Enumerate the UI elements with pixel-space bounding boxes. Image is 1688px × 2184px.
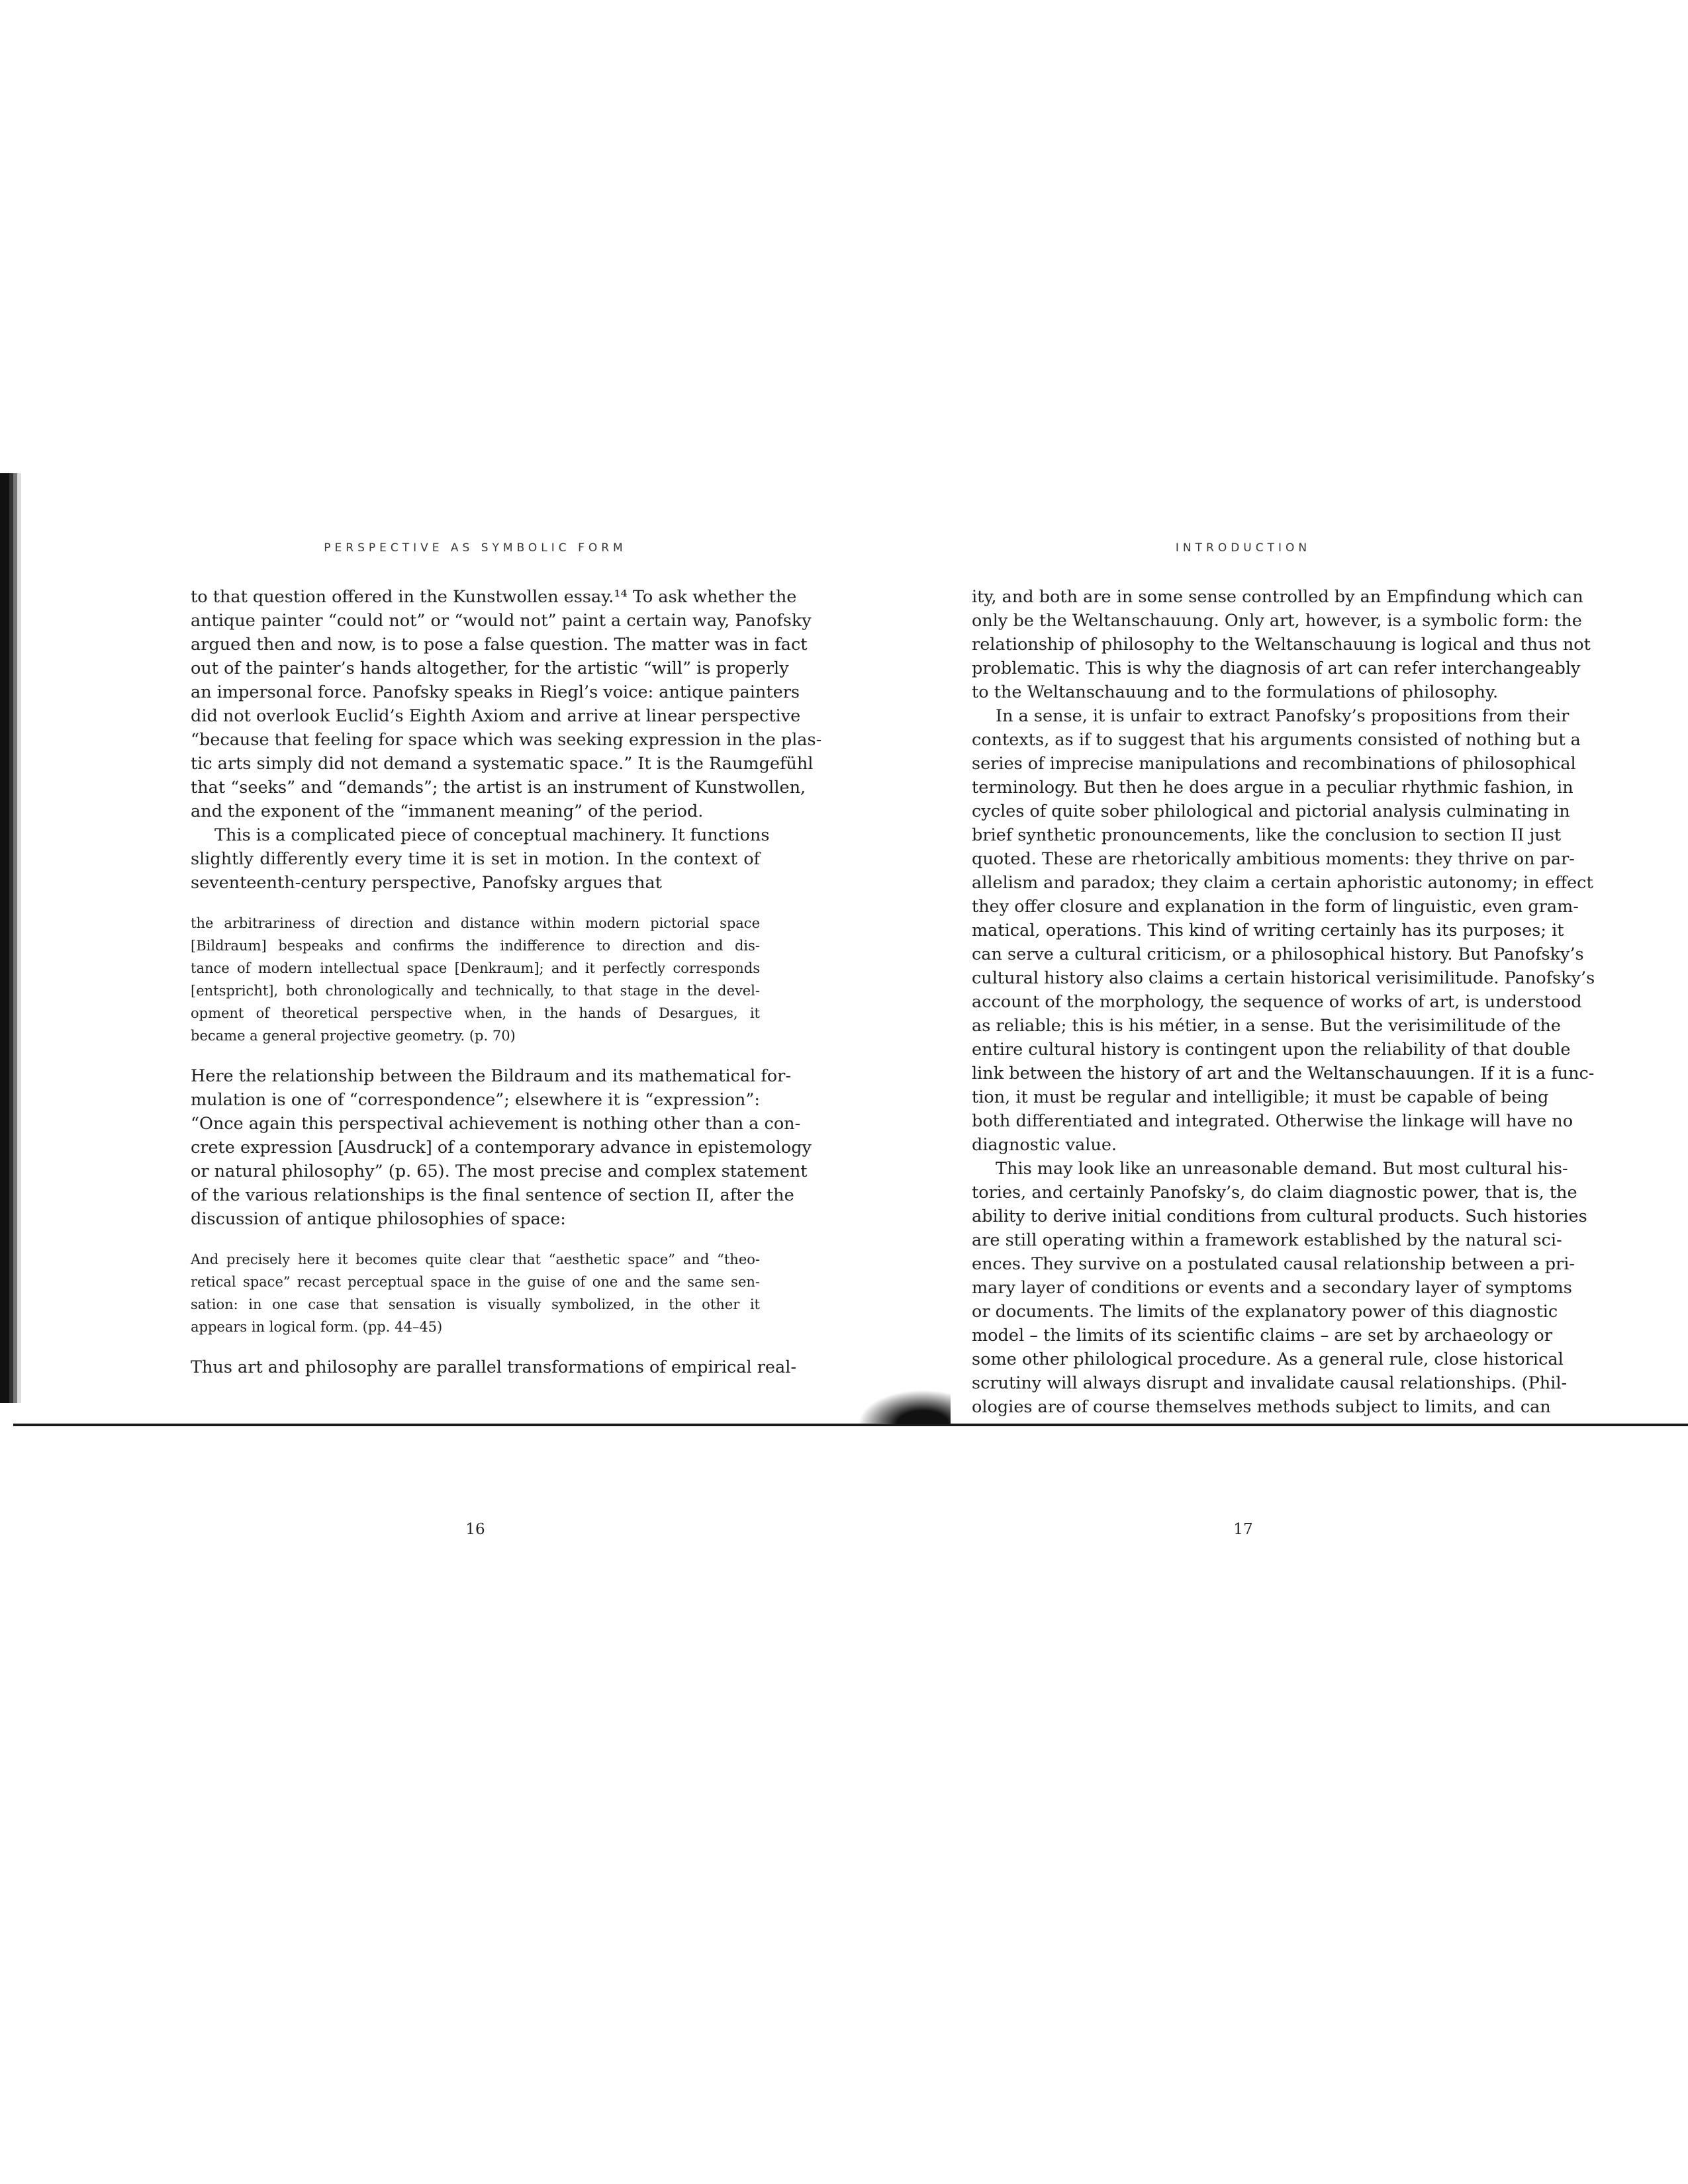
body-line: entire cultural history is contingent upon the reliability of that double (972, 1040, 1571, 1060)
scan-gutter-shadow (858, 1390, 951, 1424)
body-line: argued then and now, is to pose a false question. The matter was in fact (191, 635, 808, 655)
body-line: link between the history of art and the Weltanschauungen. If it is a func- (972, 1064, 1595, 1083)
block-quote (191, 912, 760, 1047)
body-line: tories, and certainly Panofsky’s, do claim diagnostic power, that is, the (972, 1183, 1577, 1203)
body-line: cycles of quite sober philological and pictorial analysis culminating in (972, 801, 1570, 821)
body-line: they offer closure and explanation in the form of linguistic, even gram- (972, 897, 1579, 917)
body-line: diagnostic value. (972, 1135, 1117, 1155)
body-line: “Once again this perspectival achievement is nothing other than a con- (191, 1114, 801, 1134)
quote-line: tance of modern intellectual space [Denkraum]; and it perfectly corresponds (191, 960, 760, 976)
quote-line: And precisely here it becomes quite clear that “aesthetic space” and “theo- (191, 1251, 760, 1267)
body-line: scrutiny will always disrupt and invalidate causal relationships. (Phil- (972, 1373, 1568, 1393)
body-line: terminology. But then he does argue in a peculiar rhythmic fashion, in (972, 778, 1573, 797)
quote-line: retical space” recast perceptual space in the guise of one and the same sen- (191, 1274, 760, 1290)
body-line: out of the painter’s hands altogether, for the artistic “will” is properly (191, 659, 789, 678)
body-line: to the Weltanschauung and to the formulations of philosophy. (972, 682, 1499, 702)
body-line: Thus art and philosophy are parallel transformations of empirical real- (191, 1357, 796, 1377)
body-line: mulation is one of “correspondence”; elsewhere it is “expression”: (191, 1090, 760, 1110)
running-head-right: INTRODUCTION (1175, 541, 1311, 555)
body-line: crete expression [Ausdruck] of a contemporary advance in epistemology (191, 1138, 812, 1158)
body-line: tic arts simply did not demand a systematic space.” It is the Raumgefühl (191, 754, 814, 774)
scan-binding-shadow (0, 473, 25, 1403)
left-page-body (191, 585, 822, 1379)
quote-line: sation: in one case that sensation is visually symbolized, in the other it (191, 1297, 760, 1312)
body-line: to that question offered in the Kunstwollen essay.¹⁴ To ask whether the (191, 587, 797, 607)
page-number-right: 17 (1233, 1521, 1253, 1538)
body-line: both differentiated and integrated. Otherwise the linkage will have no (972, 1111, 1573, 1131)
body-line: problematic. This is why the diagnosis of art can refer interchangeably (972, 659, 1581, 678)
body-line: and the exponent of the “immanent meaning” of the period. (191, 801, 704, 821)
body-line: slightly differently every time it is set in motion. In the context of (191, 849, 760, 869)
body-line: In a sense, it is unfair to extract Panofsky’s propositions from their (996, 706, 1570, 726)
body-line: relationship of philosophy to the Weltanschauung is logical and thus not (972, 635, 1591, 655)
body-line: quoted. These are rhetorically ambitious moments: they thrive on par- (972, 849, 1575, 869)
body-line: account of the morphology, the sequence of works of art, is understood (972, 992, 1582, 1012)
body-line: some other philological procedure. As a general rule, close historical (972, 1349, 1564, 1369)
quote-line: the arbitrariness of direction and distance within modern pictorial space (191, 915, 760, 931)
body-line: or documents. The limits of the explanatory power of this diagnostic (972, 1302, 1558, 1322)
body-line: that “seeks” and “demands”; the artist is an instrument of Kunstwollen, (191, 778, 806, 797)
body-line: This may look like an unreasonable demand. But most cultural his- (996, 1159, 1568, 1179)
body-line: of the various relationships is the final sentence of section II, after the (191, 1185, 794, 1205)
body-line: ity, and both are in some sense controlled by an Empfindung which can (972, 587, 1583, 607)
running-head-left: PERSPECTIVE AS SYMBOLIC FORM (324, 541, 627, 555)
body-line: ability to derive initial conditions from cultural products. Such histories (972, 1206, 1587, 1226)
page-number-left: 16 (465, 1521, 485, 1538)
body-line: Here the relationship between the Bildraum and its mathematical for- (191, 1066, 791, 1086)
body-line: tion, it must be regular and intelligible; it must be capable of being (972, 1087, 1549, 1107)
body-line: contexts, as if to suggest that his arguments consisted of nothing but a (972, 730, 1581, 750)
body-line: This is a complicated piece of conceptual machinery. It functions (214, 825, 770, 845)
body-line: ologies are of course themselves methods subject to limits, and can (972, 1397, 1551, 1417)
body-line: model – the limits of its scientific claims – are set by archaeology or (972, 1326, 1552, 1345)
body-line: “because that feeling for space which was seeking expression in the plas- (191, 730, 822, 750)
quote-line: [entspricht], both chronologically and technically, to that stage in the devel- (191, 983, 760, 999)
body-line: or natural philosophy” (p. 65). The most precise and complex statement (191, 1161, 808, 1181)
body-line: matical, operations. This kind of writing certainly has its purposes; it (972, 921, 1564, 940)
body-line: mary layer of conditions or events and a secondary layer of symptoms (972, 1278, 1572, 1298)
body-line: only be the Weltanschauung. Only art, however, is a symbolic form: the (972, 611, 1582, 631)
body-line: ences. They survive on a postulated causal relationship between a pri- (972, 1254, 1575, 1274)
body-line: are still operating within a framework established by the natural sci- (972, 1230, 1562, 1250)
quote-line: appears in logical form. (pp. 44–45) (191, 1319, 443, 1335)
body-line: brief synthetic pronouncements, like the conclusion to section II just (972, 825, 1562, 845)
right-page-body (972, 585, 1595, 1419)
block-quote (191, 1248, 760, 1338)
quote-line: opment of theoretical perspective when, in the hands of Desargues, it (191, 1005, 760, 1021)
body-line: can serve a cultural criticism, or a philosophical history. But Panofsky’s (972, 944, 1584, 964)
body-line: antique painter “could not” or “would not” paint a certain way, Panofsky (191, 611, 812, 631)
scan-bottom-edge (13, 1424, 1688, 1426)
body-line: series of imprecise manipulations and recombinations of philosophical (972, 754, 1576, 774)
body-line: an impersonal force. Panofsky speaks in Riegl’s voice: antique painters (191, 682, 800, 702)
quote-line: [Bildraum] bespeaks and confirms the indifference to direction and dis- (191, 938, 760, 954)
body-line: allelism and paradox; they claim a certain aphoristic autonomy; in effect (972, 873, 1593, 893)
body-line: discussion of antique philosophies of space: (191, 1209, 566, 1229)
quote-line: became a general projective geometry. (p. 70) (191, 1028, 516, 1044)
body-line: seventeenth-century perspective, Panofsky argues that (191, 873, 662, 893)
body-line: did not overlook Euclid’s Eighth Axiom and arrive at linear perspective (191, 706, 801, 726)
body-line: as reliable; this is his métier, in a sense. But the verisimilitude of the (972, 1016, 1561, 1036)
body-line: cultural history also claims a certain historical verisimilitude. Panofsky’s (972, 968, 1595, 988)
